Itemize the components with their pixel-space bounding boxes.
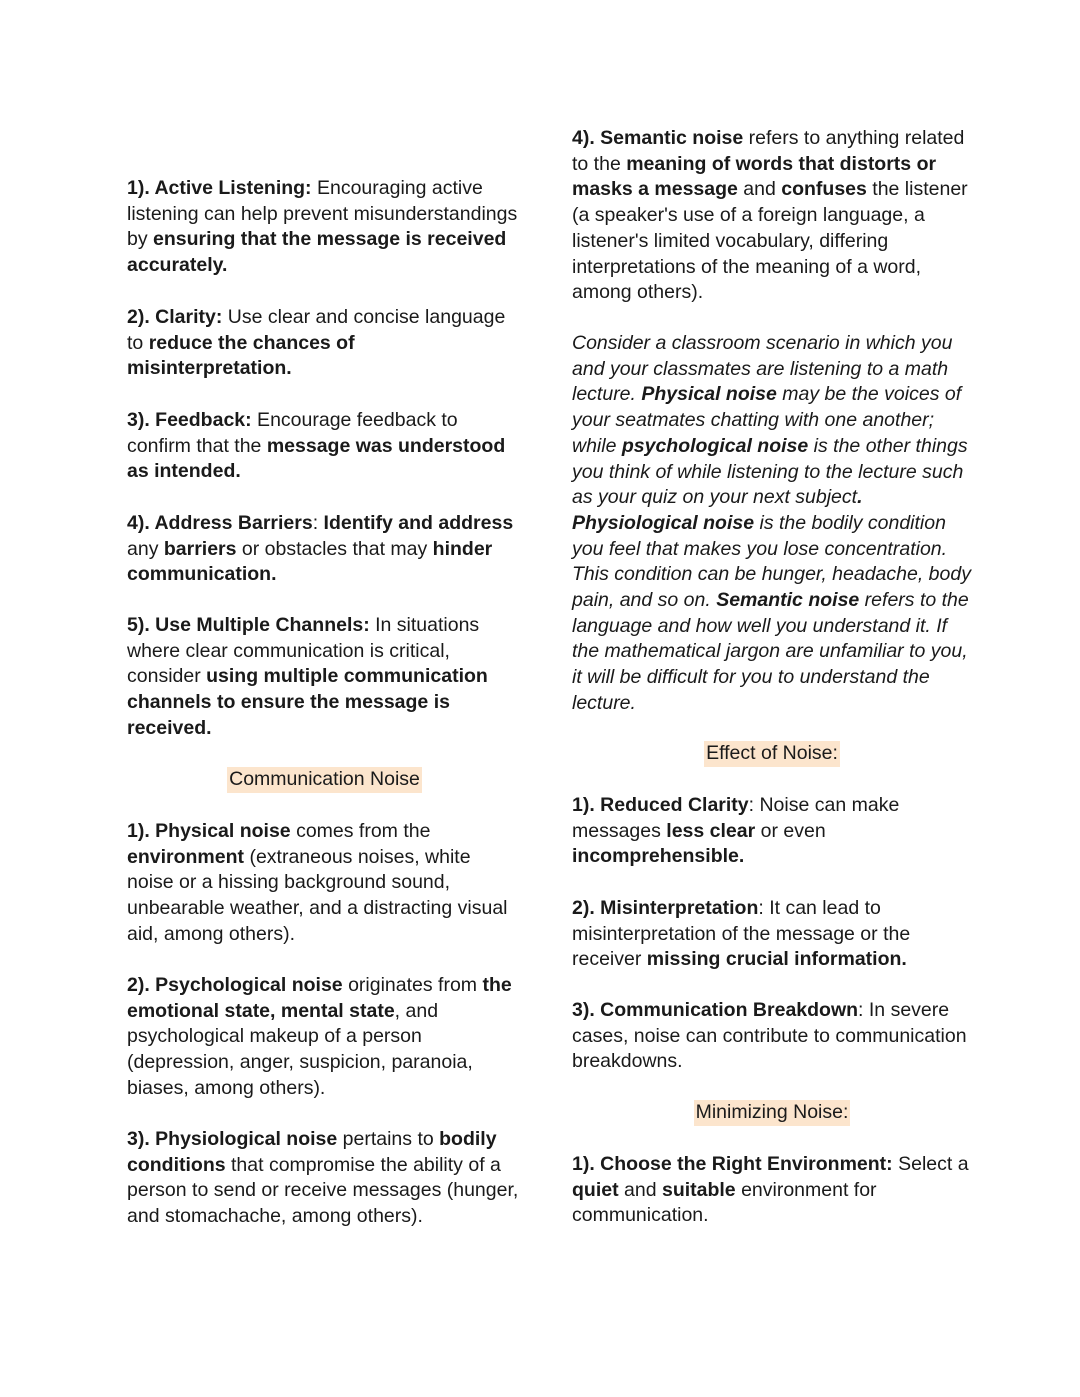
minimizing-noise-heading: Minimizing Noise: — [694, 1100, 851, 1126]
text-segment: is the other things you think of while listening to the lecture such as your quiz on your next subject — [572, 434, 968, 509]
communication-noise-heading: Communication Noise — [227, 767, 422, 793]
bold-text-segment: 4). Address Barriers — [127, 512, 313, 534]
text-segment: and — [737, 178, 782, 201]
bold-text-segment: 3). Communication Breakdown — [572, 999, 859, 1021]
bold-text-segment: ensuring that the message is received accurately. — [127, 228, 507, 277]
bold-text-segment: psychological noise — [621, 434, 809, 457]
text-segment: or obstacles that may — [236, 537, 433, 560]
tip-feedback — [127, 408, 522, 485]
text-segment: the listener (a speaker's use of a foreign language, a listener's limited vocabulary, differing interpretations of the meaning of a word, among others). — [572, 178, 968, 304]
tip-address-barriers — [127, 511, 522, 588]
text-segment: comes from the — [290, 820, 431, 842]
bold-text-segment: hinder communication. — [127, 537, 493, 586]
text-segment: In situations where clear communication is critical, consider — [127, 614, 480, 688]
tip-active-listening — [127, 176, 522, 279]
tip-multiple-channels — [127, 613, 522, 742]
text-segment: , and psychological makeup of a person (depression, anger, suspicion, paranoia, biases, among others). — [127, 999, 473, 1099]
text-segment: refers to the language and how well you understand it. If the mathematical jargon are unfamiliar to you, it will be difficult for you to understand the lecture. — [572, 589, 969, 714]
bold-text-segment: 1). Active Listening: — [127, 177, 312, 199]
text-segment: Use clear and concise language to — [127, 306, 506, 354]
text-segment: and — [618, 1178, 662, 1201]
text-segment: originates from — [342, 974, 483, 996]
bold-text-segment: confuses — [781, 178, 867, 201]
text-segment: : In severe cases, noise can contribute to communication breakdowns. — [572, 999, 967, 1073]
bold-text-segment: 4). Semantic noise — [572, 127, 744, 149]
minimizing-noise-heading-wrap — [572, 1100, 972, 1126]
text-segment: or even — [755, 819, 826, 842]
text-segment: any — [127, 537, 164, 560]
psychological-noise-item — [127, 973, 522, 1102]
bold-text-segment: 3). Feedback: — [127, 409, 252, 431]
effect-misinterpretation — [572, 896, 972, 973]
text-segment: (extraneous noises, white noise or a hissing background sound, unbearable weather, and a distracting visual aid, among others). — [127, 845, 508, 945]
text-segment: Select a — [892, 1153, 969, 1175]
bold-text-segment: meaning of words that distorts or masks a message — [572, 152, 937, 201]
text-segment: is the bodily condition you feel that makes you lose concentration. This condition can be hunger, headache, body pain, and so on. — [572, 511, 971, 612]
bold-text-segment: missing crucial information. — [646, 948, 907, 971]
text-segment: environment for communication. — [572, 1178, 877, 1227]
text-segment: may be the voices of your seatmates chatting with one another; while — [572, 383, 962, 457]
bold-text-segment: 1). Reduced Clarity — [572, 794, 749, 816]
bold-text-segment: 2). Clarity: — [127, 306, 223, 328]
bold-text-segment: reduce the chances of misinterpretation. — [127, 331, 355, 380]
bold-text-segment: 1). Choose the Right Environment: — [572, 1153, 893, 1175]
bold-text-segment: barriers — [163, 537, 237, 560]
text-segment: Consider a classroom scenario in which you and your classmates are listening to a math lecture. — [572, 332, 953, 406]
bold-text-segment: message was understood as intended. — [127, 434, 506, 483]
text-segment: pertains to — [337, 1128, 440, 1150]
effect-of-noise-heading-wrap — [572, 741, 972, 767]
text-segment: : — [312, 512, 324, 534]
communication-noise-heading-wrap — [127, 767, 522, 793]
bold-text-segment: . Physiological noise — [572, 486, 863, 534]
text-segment: Encourage feedback to confirm that the — [127, 409, 458, 457]
tip-clarity — [127, 305, 522, 382]
effect-reduced-clarity — [572, 793, 972, 870]
bold-text-segment: Identify and address — [323, 512, 514, 534]
bold-text-segment: 2). Misinterpretation — [572, 897, 759, 919]
bold-text-segment: suitable — [661, 1178, 736, 1201]
bold-text-segment: using multiple communication channels to ensure the message is received. — [127, 665, 488, 739]
classroom-scenario-paragraph — [572, 331, 972, 717]
bold-text-segment: 1). Physical noise — [127, 820, 291, 842]
bold-text-segment: environment — [127, 845, 245, 868]
effect-communication-breakdown — [572, 998, 972, 1075]
bold-text-segment: 3). Physiological noise — [127, 1128, 338, 1150]
text-segment: refers to anything related to the — [572, 127, 965, 175]
minimizing-right-environment — [572, 1152, 972, 1229]
bold-text-segment: 5). Use Multiple Channels: — [127, 614, 370, 636]
bold-text-segment: quiet — [572, 1178, 619, 1201]
semantic-noise-item — [572, 126, 972, 306]
text-segment: that compromise the ability of a person to send or receive messages (hunger, and stomachache, among others). — [127, 1153, 519, 1228]
bold-text-segment: incomprehensible. — [572, 845, 745, 868]
bold-text-segment: 2). Psychological noise — [127, 974, 343, 996]
text-segment: : Noise can make messages — [572, 794, 900, 842]
text-segment: Encouraging active listening can help prevent misunderstandings by — [127, 177, 518, 251]
bold-text-segment: Physical noise — [641, 383, 777, 406]
bold-text-segment: Semantic noise — [716, 589, 860, 612]
effect-of-noise-heading: Effect of Noise: — [704, 741, 840, 767]
bold-text-segment: less clear — [666, 819, 756, 842]
bold-text-segment: bodily conditions — [127, 1128, 497, 1176]
bold-text-segment: the emotional state, mental state — [127, 974, 512, 1022]
physiological-noise-item — [127, 1127, 522, 1230]
text-segment: : It can lead to misinterpretation of the message or the receiver — [572, 897, 911, 971]
physical-noise-item — [127, 819, 522, 948]
